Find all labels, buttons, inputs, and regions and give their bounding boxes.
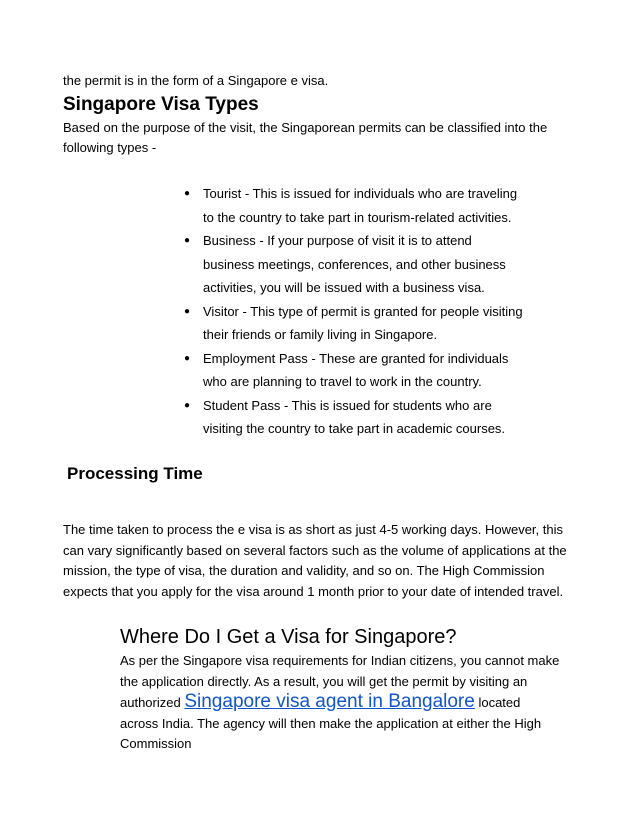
intro-text: the permit is in the form of a Singapore e visa. bbox=[63, 73, 329, 88]
processing-body: The time taken to process the e visa is as short as just 4-5 working days. However, this can vary significantly based on several factors such as the volume of applications at the mission, the type of visa, the duration and validity, and so on. The High Commission expects that you apply for the visa around 1 month prior to your date of intended travel. bbox=[63, 522, 567, 599]
bullet-icon: ● bbox=[184, 235, 191, 246]
where-body-before: As per the Singapore visa requirements for Indian citizens, you cannot make the application directly. As a result, you will get the permit by visiting an authorized bbox=[120, 653, 560, 710]
list-item bbox=[180, 300, 525, 347]
list-item bbox=[180, 229, 525, 300]
list-item bbox=[180, 182, 525, 229]
list-item-text: Visitor - This type of permit is granted for people visiting their friends or family living in Singapore. bbox=[203, 303, 523, 342]
list-item-text: Employment Pass - These are granted for individuals who are planning to travel to work in the country. bbox=[203, 350, 509, 389]
where-heading: Where Do I Get a Visa for Singapore? bbox=[120, 626, 457, 648]
singapore-visa-agent-link[interactable]: Singapore visa agent in Bangalore bbox=[184, 691, 475, 712]
bullet-icon: ● bbox=[184, 305, 191, 317]
bullet-icon: ● bbox=[184, 352, 191, 364]
bullet-icon: ● bbox=[184, 399, 191, 411]
visa-types-intro: Based on the purpose of the visit, the Singaporean permits can be classified into the following types - bbox=[63, 120, 548, 155]
list-item-text: Tourist - This is issued for individuals who are traveling to the country to take part in tourism-related activities. bbox=[203, 186, 518, 225]
list-item bbox=[180, 394, 525, 441]
list-item-text: Student Pass - This is issued for students who are visiting the country to take part in academic courses. bbox=[203, 397, 506, 436]
where-body-after: located across India. The agency will then make the application at either the High Commission bbox=[120, 695, 542, 751]
bullet-icon: ● bbox=[184, 188, 191, 199]
processing-heading: Processing Time bbox=[67, 464, 203, 483]
list-item-text: Business - If your purpose of visit it is to attend business meetings, conferences, and other business activities, you will be issued with a business visa. bbox=[203, 233, 506, 295]
where-body bbox=[120, 651, 560, 755]
visa-types-heading: Singapore Visa Types bbox=[63, 94, 259, 115]
visa-types-list bbox=[180, 182, 525, 441]
list-item bbox=[180, 347, 525, 394]
